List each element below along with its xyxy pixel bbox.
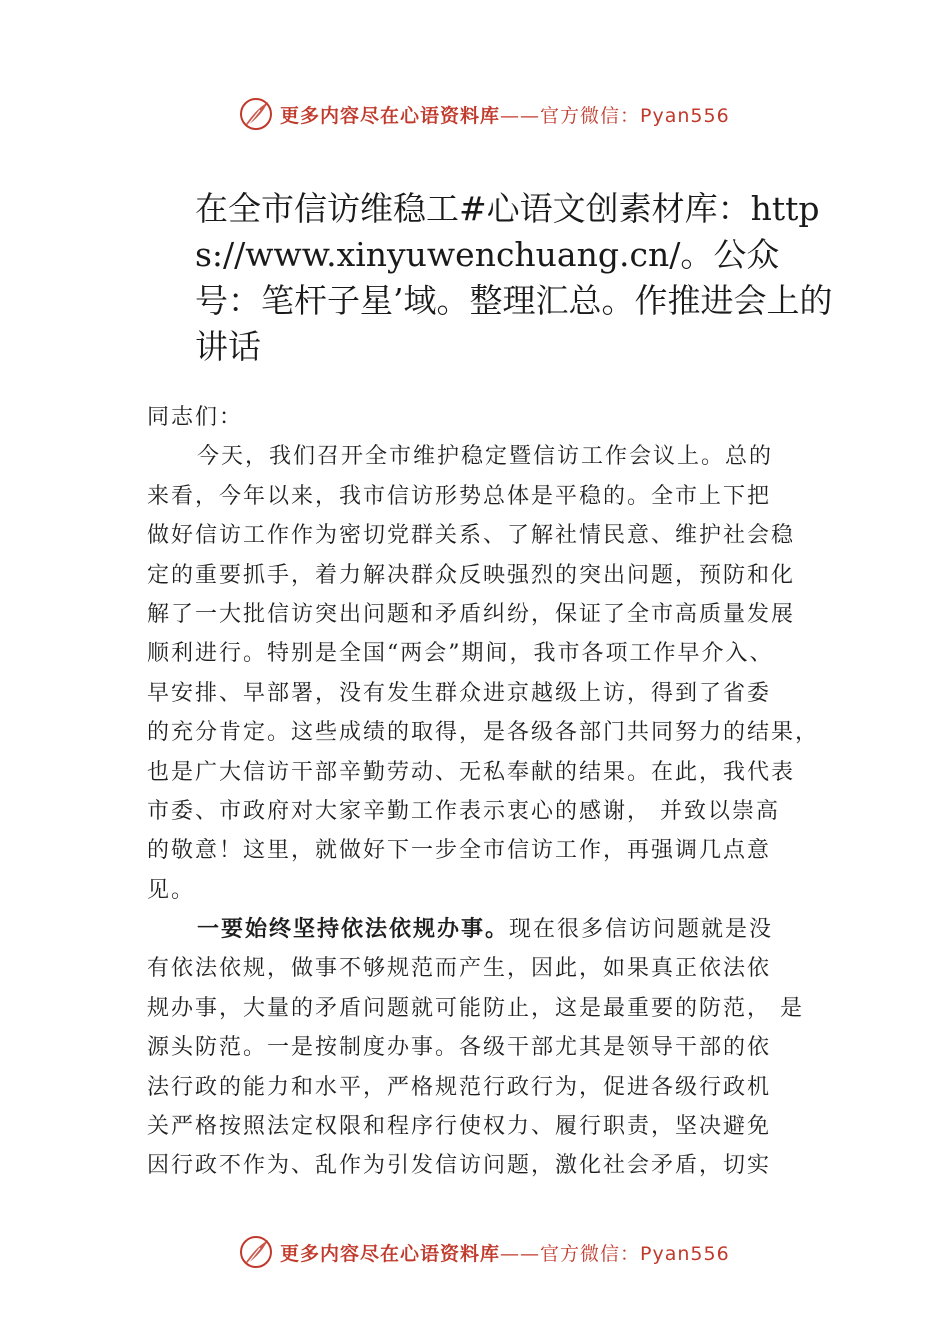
document-title: 在全市信访维稳工#心语文创素材库：https://www.xinyuwenchuang.cn/。公众号：笔杆子星’域。整理汇总。作推进会上的讲话	[195, 189, 833, 366]
paragraph-line: 顺利进行。特别是全国“两会”期间，我市各项工作早介入、	[147, 641, 774, 667]
banner-label: 官方微信：	[540, 104, 641, 127]
banner-dash: ——	[500, 1242, 541, 1265]
paragraph-line: 早安排、早部署，没有发生群众进京越级上访，得到了省委	[147, 680, 772, 706]
footer-banner-text	[280, 1239, 730, 1266]
paragraph-line: 关严格按照法定权限和程序行使权力、履行职责，坚决避免	[147, 1114, 772, 1140]
paragraph-line: 见。	[147, 877, 196, 903]
banner-handle: Pyan556	[640, 104, 730, 127]
paragraph-line: 做好信访工作作为密切党群关系、了解社情民意、维护社会稳	[147, 523, 796, 549]
section-heading: 一要始终坚持依法依规办事。	[197, 916, 510, 943]
banner-brand: 更多内容尽在心语资料库	[280, 1242, 501, 1265]
paragraph-line: 规办事，大量的矛盾问题就可能防止，这是最重要的防范， 是	[147, 995, 804, 1021]
paragraph-line: 法行政的能力和水平，严格规范行政行为，促进各级行政机	[147, 1074, 772, 1100]
paragraph-line: 源头防范。一是按制度办事。各级干部尤其是领导干部的依	[147, 1035, 772, 1061]
paragraph-line: 解了一大批信访突出问题和矛盾纠纷，保证了全市高质量发展	[147, 601, 796, 627]
paragraph-line: 的充分肯定。这些成绩的取得，是各级各部门共同努力的结果，	[147, 720, 820, 746]
paragraph-line: 定的重要抓手，着力解决群众反映强烈的突出问题，预防和化	[147, 562, 796, 588]
paragraph-text: 现在很多信访问题就是没	[509, 917, 774, 943]
paragraph-line: 也是广大信访干部辛勤劳动、无私奉献的结果。在此，我代表	[147, 759, 796, 785]
paragraph-line: 有依法依规，做事不够规范而产生，因此，如果真正依法依	[147, 956, 772, 982]
paragraph-line: 来看，今年以来，我市信访形势总体是平稳的。全市上下把	[147, 483, 772, 509]
footer-banner	[238, 1232, 758, 1272]
salutation: 同志们：	[147, 405, 244, 430]
header-banner	[238, 94, 758, 134]
paragraph-line: 的敬意！这里，就做好下一步全市信访工作，再强调几点意	[147, 838, 772, 864]
paragraph-line: 市委、市政府对大家辛勤工作表示衷心的感谢， 并致以崇高	[147, 798, 780, 824]
quill-logo-icon	[238, 1234, 274, 1270]
banner-dash: ——	[500, 104, 541, 127]
banner-handle: Pyan556	[640, 1242, 730, 1265]
banner-brand: 更多内容尽在心语资料库	[280, 104, 501, 127]
header-banner-text	[280, 101, 730, 128]
document-body	[147, 398, 837, 1186]
paragraph-line	[147, 910, 837, 949]
paragraph-line: 今天，我们召开全市维护稳定暨信访工作会议上。总的	[197, 444, 774, 470]
banner-label: 官方微信：	[540, 1242, 641, 1265]
quill-logo-icon	[238, 96, 274, 132]
paragraph-line: 因行政不作为、乱作为引发信访问题，激化社会矛盾，切实	[147, 1153, 772, 1179]
